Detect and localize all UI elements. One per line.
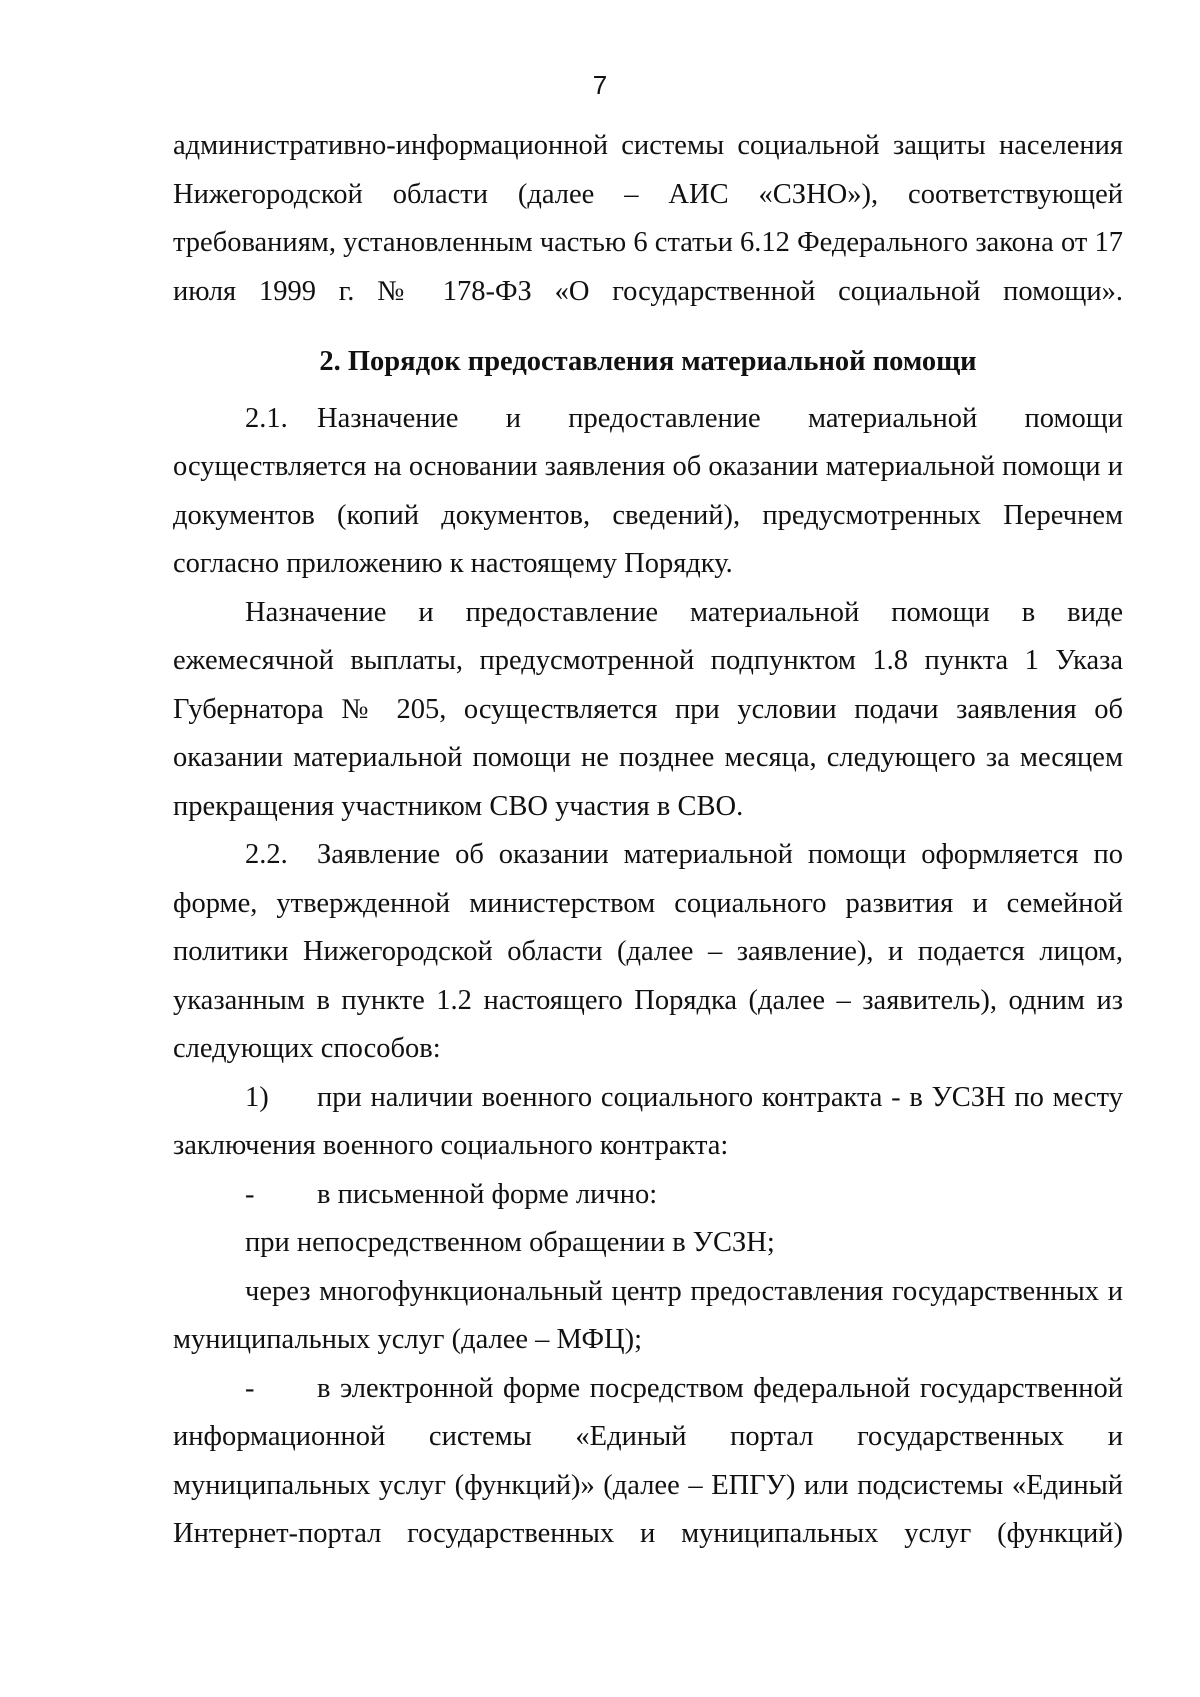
dash-item-electronic-text: в электронной форме посредством федеральной государственной информационной системы «Единый портал государственных и муниципальных услуг (функций)» (далее – ЕПГУ) или подсистемы «Единый Интернет-портал государственных и муниципальных услуг (функций) (173, 1372, 1123, 1549)
paragraph-2-2-number: 2.2. (245, 839, 288, 870)
intro-paragraph: административно-информационной системы социальной защиты населения Нижегородской области (далее – АИС «СЗНО»), соответствующей требованиям, установленным частью 6 статьи 6.12 Федерального закона от 17 июля 1999 г. № 178-ФЗ «О государственной социальной помощи». (173, 130, 1123, 307)
paragraph-2-1-number: 2.1. (245, 402, 288, 434)
dash-item-written-text: в письменной форме лично: (317, 1178, 658, 1210)
list-item-1-text: при наличии военного социального контракта - в УСЗН по месту заключения военного социального контракта: (173, 1081, 1123, 1161)
dash-item-electronic (173, 1365, 1123, 1559)
dash-item-written (173, 1171, 1123, 1220)
dash-marker: - (245, 1178, 255, 1210)
list-item-1 (173, 1074, 1123, 1171)
paragraph-2-1-second: Назначение и предоставление материальной помощи в виде ежемесячной выплаты, предусмотренной подпунктом 1.8 пункта 1 Указа Губернатора № 205, осуществляется при условии подачи заявления об оказании материальной помощи не позднее месяца, следующего за месяцем прекращения участником СВО участия в СВО. (173, 596, 1123, 822)
list-item-1-number: 1) (245, 1081, 269, 1113)
section-heading: 2. Порядок предоставления материальной помощи (319, 346, 977, 377)
line-mfc: через многофункциональный центр предоставления государственных и муниципальных услуг (далее – МФЦ); (173, 1275, 1123, 1355)
paragraph-2-1-text: Назначение и предоставление материальной помощи осуществляется на основании заявления об оказании материальной помощи и документов (копий документов, сведений), предусмотренных Перечнем согласно приложению к настоящему Порядку. (173, 402, 1123, 579)
dash-marker: - (245, 1372, 255, 1404)
paragraph-2-2-text: Заявление об оказании материальной помощи оформляется по форме, утвержденной министерством социального развития и семейной политики Нижегородской области (далее – заявление), и подается лицом, указанным в пункте 1.2 настоящего Порядка (далее – заявитель), одним из следующих способов: (173, 839, 1123, 1064)
paragraph-2-2 (173, 831, 1123, 1074)
page-number: 7 (592, 70, 608, 100)
paragraph-2-1 (173, 395, 1123, 589)
line-direct-appeal: при непосредственном обращении в УСЗН; (245, 1227, 775, 1258)
document-body (173, 122, 1123, 1559)
